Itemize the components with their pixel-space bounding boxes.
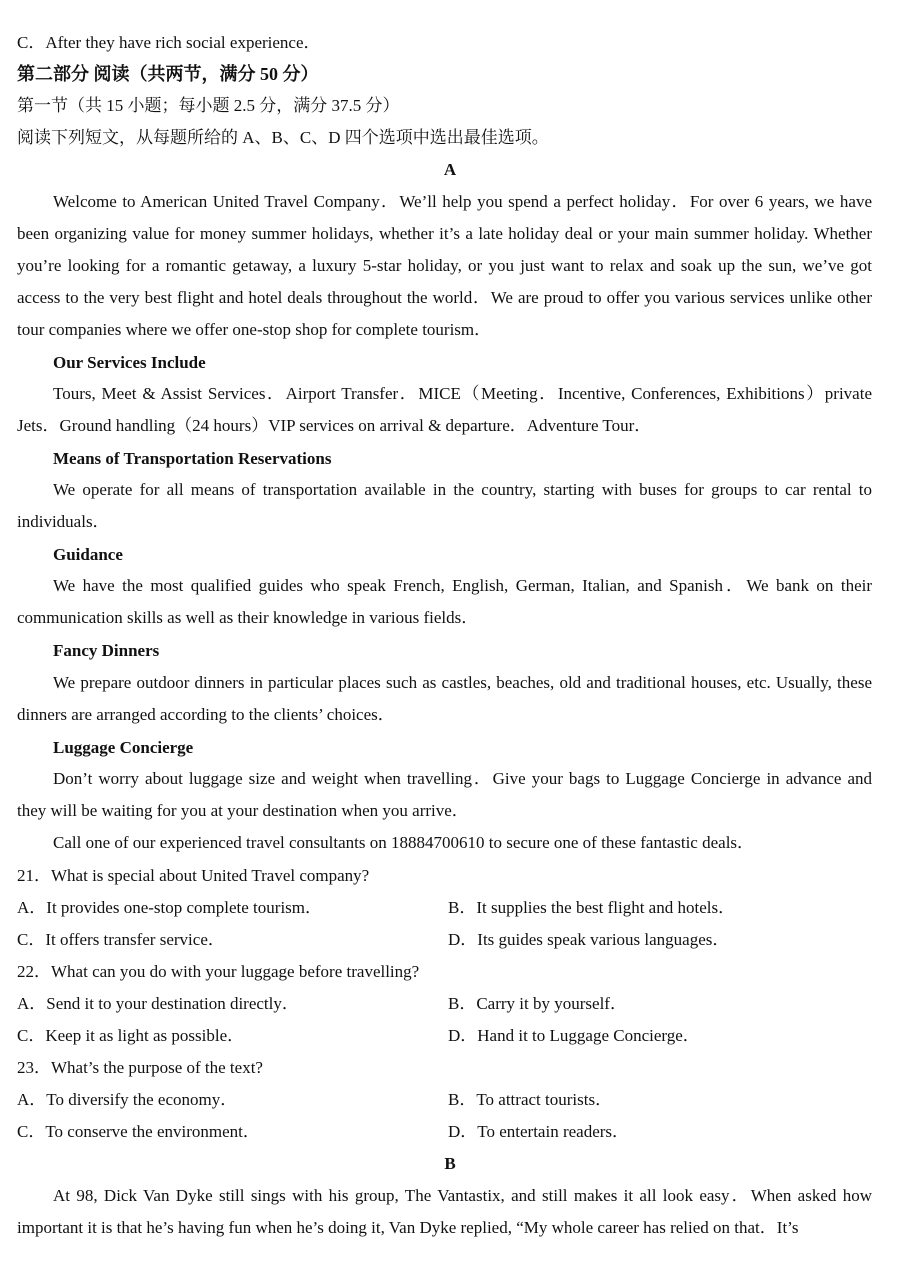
passage-a-intro: Welcome to American United Travel Company．We’ll help you spend a perfect holiday．For over 6 years, we have been organizing value for money summer holidays, whether it’s a late holiday deal or your main summer holiday. Whether you’re looking for a romantic getaway, a luxury 5-star holiday, or you just want to relax and soak up the sun, we’ve got access to the very best flight and hotel deals throughout the world．We are proud to offer you various services unlike other tour companies where we offer one-stop shop for complete tourism． <box>17 192 872 339</box>
paragraph-guidance: We have the most qualified guides who speak French, English, German, Italian, and Spanish．We bank on their communication skills as well as their knowledge in various fields． <box>17 576 872 627</box>
heading-guidance: Guidance <box>53 545 123 564</box>
paragraph-transportation: We operate for all means of transportation available in the country, starting with buses for groups to car rental to individuals． <box>17 480 872 531</box>
previous-question-option-c: C．After they have rich social experience． <box>17 33 321 52</box>
heading-our-services: Our Services Include <box>53 353 206 372</box>
question-21-option-a: A．It provides one-stop complete tourism． <box>17 898 323 917</box>
question-21-option-b: B．It supplies the best flight and hotels． <box>448 898 736 917</box>
question-23-option-c: C．To conserve the environment． <box>17 1122 260 1141</box>
question-21-option-d: D．Its guides speak various languages． <box>448 930 730 949</box>
heading-luggage-concierge: Luggage Concierge <box>53 738 194 757</box>
question-22-stem: 22．What can you do with your luggage before travelling? <box>17 962 420 981</box>
question-21-option-c: C．It offers transfer service． <box>17 930 225 949</box>
question-22-option-b: B．Carry it by yourself． <box>448 994 627 1013</box>
section-one-title: 第一节（共 15 小题；每小题 2.5 分，满分 37.5 分） <box>17 96 400 115</box>
question-22-option-d: D．Hand it to Luggage Concierge． <box>448 1026 700 1045</box>
reading-instruction: 阅读下列短文，从每题所给的 A、B、C、D 四个选项中选出最佳选项。 <box>17 128 549 147</box>
question-22-option-c: C．Keep it as light as possible． <box>17 1026 245 1045</box>
paragraph-luggage-concierge: Don’t worry about luggage size and weight when travelling．Give your bags to Luggage Concierge in advance and they will be waiting for you at your destination when you arrive． <box>17 769 872 820</box>
question-23-stem: 23．What’s the purpose of the text? <box>17 1058 263 1077</box>
question-23-option-a: A．To diversify the economy． <box>17 1090 238 1109</box>
part-two-title: 第二部分 阅读（共两节，满分 50 分） <box>17 64 319 84</box>
passage-b-paragraph: At 98, Dick Van Dyke still sings with his group, The Vantastix, and still makes it all look easy．When asked how important it is that he’s having fun when he’s doing it, Van Dyke replied, “My whole career has relied on that．It’s <box>17 1186 872 1237</box>
question-23-option-d: D．To entertain readers． <box>448 1122 630 1141</box>
paragraph-fancy-dinners: We prepare outdoor dinners in particular places such as castles, beaches, old and traditional houses, etc. Usually, these dinners are arranged according to the clients’ choices． <box>17 673 872 724</box>
heading-fancy-dinners: Fancy Dinners <box>53 641 160 660</box>
question-21-stem: 21．What is special about United Travel company? <box>17 866 370 885</box>
heading-transportation: Means of Transportation Reservations <box>53 449 332 468</box>
passage-b-label: B <box>444 1154 456 1173</box>
paragraph-closing: Call one of our experienced travel consultants on 18884700610 to secure one of these fantastic deals． <box>53 833 755 852</box>
question-22-option-a: A．Send it to your destination directly． <box>17 994 299 1013</box>
paragraph-our-services: Tours, Meet & Assist Services．Airport Transfer．MICE（Meeting．Incentive, Conferences, Exhibitions）private Jets．Ground handling（24 hours）VIP services on arrival & departure．Adventure Tour． <box>17 384 872 435</box>
passage-a-label: A <box>443 160 457 179</box>
question-23-option-b: B．To attract tourists． <box>448 1090 613 1109</box>
